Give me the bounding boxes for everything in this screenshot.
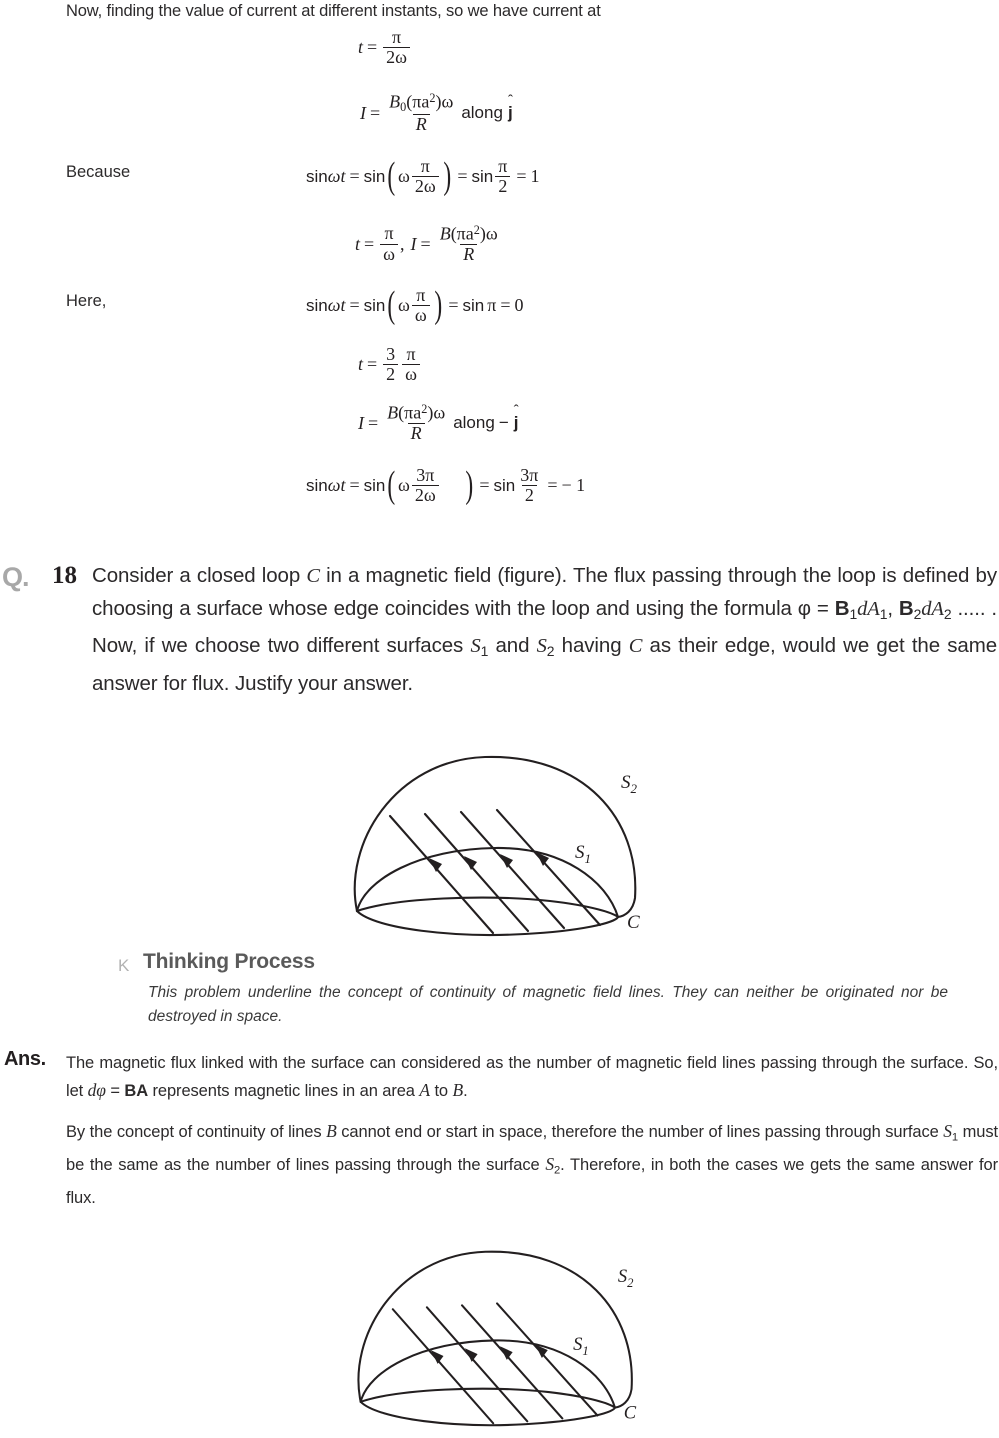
field-line-arrowheads: [429, 852, 549, 872]
eq5-fraction: [412, 286, 430, 326]
eq3-denominator-2: 2: [495, 176, 510, 196]
eq7-denominator: R: [408, 423, 425, 443]
eq4-paren: (πa: [450, 223, 474, 244]
eq3-denominator: 2ω: [412, 176, 439, 196]
eq2-tail: )ω: [435, 91, 454, 112]
eq2-B: B: [389, 91, 401, 112]
ans-p2-a: By the concept of continuity of lines: [66, 1123, 327, 1141]
intro-text: Now, finding the value of current at different instants, so we have current at: [66, 2, 601, 20]
thinking-process-marker-icon: K: [118, 956, 130, 975]
eq8-equals-3: =: [547, 475, 558, 496]
eq4-lhs-2: I: [410, 233, 417, 254]
eq7-minus: −: [498, 413, 509, 433]
equation-sin-omega-t-minus-1: [306, 466, 585, 506]
eq1-lhs: t: [358, 37, 364, 58]
ans-p1-b: represents magnetic lines in an area: [148, 1082, 420, 1100]
eq5-denominator: ω: [412, 305, 430, 325]
q-dA1-sub: 1: [879, 605, 888, 622]
eq7-fraction: [384, 403, 448, 443]
eq5-sin-2: sin: [363, 295, 386, 315]
eq7-tail: )ω: [427, 402, 446, 423]
eq4-tail: )ω: [479, 223, 498, 244]
eq3-paren-open: (: [387, 155, 396, 198]
eq5-value: 0: [514, 295, 524, 316]
eq8-sin-2: sin: [363, 475, 386, 495]
answer-body: [66, 1050, 998, 1212]
eq3-equals-1: =: [349, 166, 360, 187]
ans-p2-B: B: [326, 1121, 337, 1141]
q-text-4: having: [554, 634, 629, 658]
ans-p1-dphi: dφ: [87, 1080, 106, 1100]
eq2-exp: 2: [429, 91, 436, 105]
eq3-numerator: π: [420, 156, 430, 176]
eq3-equals-3: =: [516, 166, 527, 187]
eq4-numerator: π: [384, 223, 394, 244]
q-S2-sub: 2: [546, 643, 555, 660]
eq8-paren-close: ): [465, 464, 473, 507]
ans-p1-BA: BA: [124, 1082, 149, 1100]
eq2-equals: =: [370, 102, 381, 123]
eq3-numerator-2: π: [498, 156, 508, 176]
eq7-B: B: [387, 402, 399, 423]
eq3-fraction-2: [495, 157, 510, 197]
eq7-j-hat: ˆ j: [512, 413, 519, 433]
q-comma: ,: [887, 596, 899, 620]
ans-p1-B: B: [452, 1080, 464, 1100]
eq4-comma: ,: [400, 233, 405, 254]
eq2-j-hat: ˆ j: [506, 103, 513, 123]
eq5-paren-open: (: [387, 284, 396, 327]
eq8-denominator: 2ω: [412, 485, 439, 505]
q-and: and: [488, 634, 537, 658]
eq8-numerator-2: 3π: [520, 465, 539, 485]
ans-p1-eq: =: [105, 1082, 125, 1100]
eq6-numerator-2: π: [406, 344, 416, 364]
figure2-label-S1: $S_1$: [573, 1335, 589, 1359]
equation-t-pi-over-2omega: [358, 28, 412, 68]
eq6-numerator-1: 3: [386, 344, 396, 364]
figure-svg-2: [335, 1243, 665, 1433]
q-dots: ..... .: [951, 596, 997, 620]
eq8-paren-open: (: [387, 464, 396, 507]
figure-svg-1: [335, 748, 665, 943]
eq8-sin: sin: [306, 475, 328, 495]
question-number: 18: [52, 562, 77, 589]
eq2-numerator: [386, 92, 456, 114]
q-text-5: as their edge, would we get the same answer for flux. Justify your answer.: [92, 634, 997, 695]
figure-loop-surfaces-bottom: [335, 1243, 665, 1438]
eq8-denominator-2: 2: [522, 485, 537, 505]
eq3-omega: ω: [398, 166, 410, 187]
q-dA2-sub: 2: [943, 605, 952, 622]
figure-label-S2: $S_2$: [621, 772, 637, 796]
eq1-denominator: 2ω: [383, 47, 410, 67]
equation-sin-omega-t-1: [306, 157, 540, 197]
eq4-denominator: ω: [380, 244, 398, 264]
eq5-equals-1: =: [349, 295, 360, 316]
eq4-numerator-2: [437, 224, 501, 244]
eq3-equals-2: =: [457, 166, 468, 187]
eq6-equals: =: [367, 354, 378, 375]
q-var-C2: C: [628, 635, 643, 658]
eq4-lhs: t: [355, 233, 361, 254]
eq8-equals-1: =: [349, 475, 360, 496]
eq5-omega-t: ωt: [327, 295, 346, 316]
thinking-process-title: Thinking Process: [143, 950, 315, 973]
ans-p2-S2: S: [545, 1154, 554, 1175]
figure-label-C: C: [627, 912, 640, 933]
q-B1: B: [834, 596, 850, 620]
eq2-lhs: I: [360, 102, 366, 123]
question-text: [92, 560, 997, 699]
equation-current-along-minus-j: [358, 403, 518, 443]
ans-p2-b: cannot end or start in space, therefore the number of lines passing through surface: [336, 1123, 944, 1141]
q-phi: φ: [797, 596, 811, 620]
eq6-denominator-2: ω: [402, 364, 420, 384]
eq8-fraction: [412, 466, 439, 506]
q-S1: S: [470, 635, 481, 658]
eq2-along-word: along: [461, 103, 503, 123]
eq5-paren-close: ): [434, 284, 442, 327]
eq5-sin-3: sin: [462, 295, 485, 315]
because-label: Because: [66, 163, 131, 181]
eq2-paren: (πa: [406, 91, 430, 112]
eq3-value: 1: [530, 166, 540, 187]
ans-p1-d: .: [463, 1082, 468, 1100]
q-var-C: C: [306, 565, 320, 587]
eq3-omega-t: ωt: [327, 166, 346, 187]
question-marker-icon: Q.: [2, 562, 29, 592]
q-text-2: in a magnetic field (figure). The flux passing through the loop is defined by choosing a surface whose edge coincides with the loop and using the formula: [92, 564, 997, 620]
eq7-lhs: I: [358, 412, 364, 433]
eq8-sin-3: sin: [493, 475, 516, 495]
q-B2-sub: 2: [913, 605, 922, 622]
eq8-numerator: 3π: [416, 465, 435, 485]
eq5-omega: ω: [398, 295, 410, 316]
figure-loop-surfaces-top: [335, 748, 665, 948]
eq2-fraction: [386, 92, 456, 135]
ans-p2-d: . Therefore, in both the cases we gets the same answer for flux.: [66, 1156, 998, 1207]
eq4-exp: 2: [473, 223, 480, 237]
eq7-exp: 2: [421, 402, 428, 416]
q-B1-sub: 1: [849, 605, 858, 622]
answer-paragraph-1: [66, 1050, 998, 1105]
eq4-equals: =: [364, 233, 375, 254]
eq8-value: − 1: [561, 475, 586, 496]
equation-current-along-j: [360, 92, 513, 135]
eq1-fraction: [383, 28, 410, 68]
eq5-sin: sin: [306, 295, 328, 315]
eq6-fraction-1: [383, 345, 398, 385]
ans-p2-c: must be the same as the number of lines passing through the surface: [66, 1123, 998, 1175]
figure-label-S1: $S_1$: [575, 842, 591, 866]
q-text-3: Now, if we choose two different surfaces: [92, 634, 471, 658]
answer-paragraph-2: [66, 1118, 998, 1212]
equation-t-pi-over-omega: [355, 224, 503, 264]
figure2-label-S2: $S_2$: [617, 1266, 634, 1290]
eq2-B-sub: 0: [400, 100, 407, 115]
figure2-label-C: C: [623, 1403, 637, 1424]
eq8-equals-2: =: [479, 475, 490, 496]
eq3-fraction: [412, 157, 439, 197]
q-B2: B: [898, 596, 914, 620]
here-label: Here,: [66, 292, 107, 310]
thinking-process-body: This problem underline the concept of continuity of magnetic field lines. They can neither be originated nor be destroyed in space.: [148, 984, 948, 1025]
eq5-pi: π: [487, 295, 497, 316]
eq5-numerator: π: [416, 285, 426, 305]
eq7-paren: (πa: [398, 402, 422, 423]
ans-p1-A: A: [419, 1080, 430, 1100]
eq8-fraction-2: [517, 466, 541, 506]
q-dA2: dA: [921, 597, 944, 620]
ans-p1-c: to: [429, 1082, 453, 1100]
eq1-equals: =: [367, 37, 378, 58]
eq5-equals-2: =: [448, 295, 459, 316]
q-text-1: Consider a closed loop: [92, 564, 307, 587]
equation-sin-omega-t-0: [306, 286, 524, 326]
ans-p2-S1: S: [943, 1121, 952, 1141]
ans-p1-a: The magnetic flux linked with the surface can considered as the number of magnetic field lines passing through the surface. So, let: [66, 1054, 998, 1100]
eq7-numerator: [384, 403, 448, 423]
ans-p2-S1-sub: 1: [951, 1131, 959, 1144]
answer-label: Ans.: [4, 1048, 46, 1070]
eq2-denominator: R: [413, 114, 430, 134]
q-S1-sub: 1: [480, 643, 489, 660]
q-equals: =: [810, 596, 835, 620]
eq4-equals-2: =: [420, 233, 431, 254]
eq3-sin: sin: [306, 166, 328, 186]
eq3-sin-3: sin: [471, 166, 494, 186]
eq3-paren-close: ): [443, 155, 451, 198]
eq4-fraction: [380, 224, 398, 264]
q-dA1: dA: [857, 597, 880, 620]
eq7-equals: =: [368, 412, 379, 433]
eq7-along-word: along: [453, 413, 495, 433]
eq1-numerator: π: [392, 27, 402, 47]
eq5-equals-3: =: [500, 295, 511, 316]
eq4-B: B: [439, 223, 451, 244]
eq4-denominator-2: R: [460, 244, 477, 264]
eq6-lhs: t: [358, 354, 364, 375]
q-S2: S: [536, 635, 547, 658]
eq6-denominator-1: 2: [383, 364, 398, 384]
eq4-fraction-2: [437, 224, 501, 264]
eq8-omega: ω: [398, 475, 410, 496]
eq3-sin-2: sin: [363, 166, 386, 186]
equation-t-3pi-over-2omega: [358, 345, 422, 385]
ans-p2-S2-sub: 2: [553, 1164, 561, 1177]
field-line-arrowheads-2: [431, 1344, 548, 1363]
eq6-fraction-2: [402, 345, 420, 385]
eq8-omega-t: ωt: [327, 475, 346, 496]
